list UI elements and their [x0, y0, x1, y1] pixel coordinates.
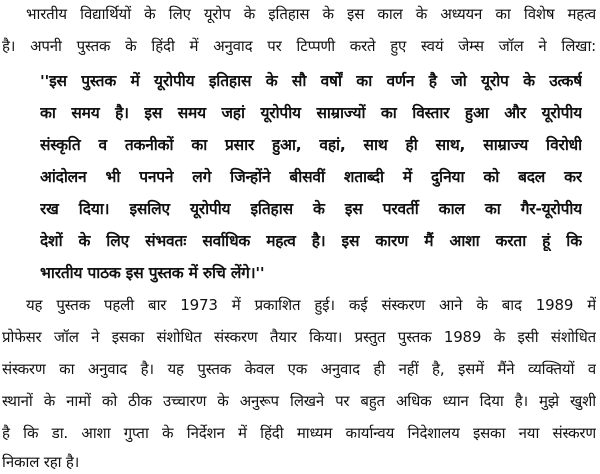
intro-line: है। अपनी पुस्तक के हिंदी में अनुवाद पर टिप्पणी करते हुए स्वयं जेम्स जॉल ने लिखा: [2, 37, 596, 55]
quote-line: संस्कृति व तकनीकों का प्रसार हुआ, वहां, साथ ही साथ, साम्राज्य विरोधी [40, 136, 582, 154]
publication-line: प्रोफेसर जॉल ने इसका संशोधित संस्करण तैयार किया। प्रस्तुत पुस्तक 1989 के इसी संशोधित [2, 328, 596, 346]
quote-line: भारतीय पाठक इस पुस्तक में रुचि लेंगे।'' [40, 264, 265, 282]
publication-line: यह पुस्तक पहली बार 1973 में प्रकाशित हुई। कई संस्करण आने के बाद 1989 में [26, 296, 596, 314]
intro-line: भारतीय विद्यार्थियों के लिए यूरोप के इतिहास के इस काल के अध्ययन का विशेष महत्व [26, 5, 596, 23]
publication-line: संस्करण का अनुवाद है। यह पुस्तक केवल एक अनुवाद ही नहीं है, इसमें मैंने व्यक्तियों व [2, 360, 596, 378]
quote-line: रख दिया। इसलिए यूरोपीय इतिहास के इस परवर्ती काल का गैर-यूरोपीय [40, 200, 582, 218]
quote-line: का समय है। इस समय जहां यूरोपीय साम्राज्यों का विस्तार हुआ और यूरोपीय [40, 104, 582, 122]
quote-line: आंदोलन भी पनपने लगे जिन्होंने बीसवीं शताब्दी में दुनिया को बदल कर [40, 168, 582, 186]
publication-line: है कि डा. आशा गुप्ता के निर्देशन में हिंदी माध्यम कार्यान्वय निदेशालय इसका नया संस्करण [2, 424, 596, 442]
publication-line: स्थानों के नामों को ठीक उच्चारण के अनुरूप लिखने पर बहुत अधिक ध्यान दिया है। मुझे खुशी [2, 392, 596, 410]
quote-line: ''इस पुस्तक में यूरोपीय इतिहास के सौ वर्षों का वर्णन है जो यूरोप के उत्कर्ष [40, 72, 582, 90]
publication-line: निकाल रहा है। [2, 453, 80, 471]
quote-line: देशों के लिए संभवतः सर्वाधिक महत्व है। इस कारण मैं आशा करता हूं कि [40, 232, 582, 250]
